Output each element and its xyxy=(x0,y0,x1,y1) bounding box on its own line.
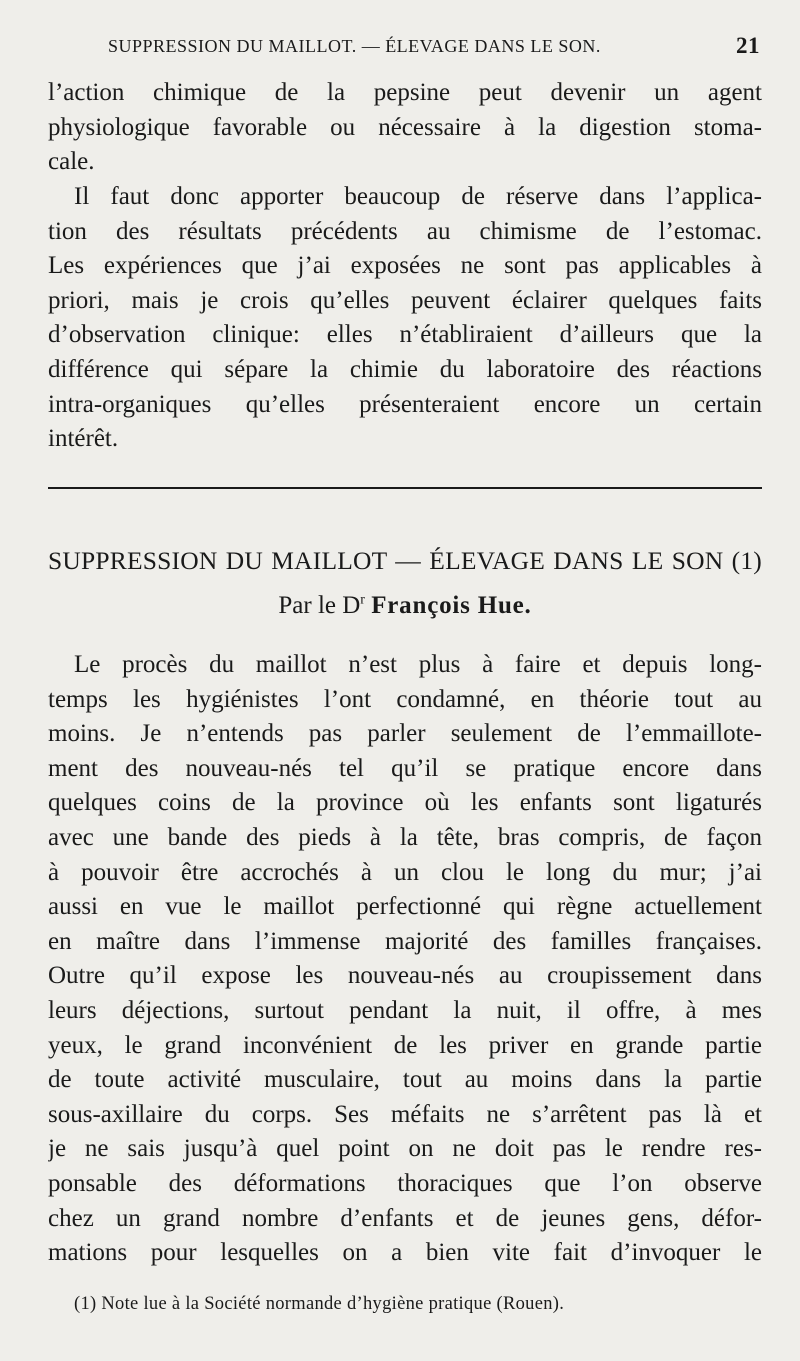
text-line: leurs déjections, surtout pendant la nuit, il offre, à mes xyxy=(48,996,762,1024)
text-line: physiologique favorable ou nécessaire à la digestion stoma- xyxy=(48,113,762,141)
text-line: à pouvoir être accrochés à un clou le long du mur; j’ai xyxy=(48,858,762,886)
text-line: tion des résultats précédents au chimisme de l’estomac. xyxy=(48,217,762,245)
text-line: mations pour lesquelles on a bien vite fait d’invoquer le xyxy=(48,1239,762,1267)
text-line: l’action chimique de la pepsine peut devenir un agent xyxy=(48,79,762,106)
author-name: François Hue. xyxy=(371,592,532,619)
text-line: d’observation clinique: elles n’établiraient d’ailleurs que la xyxy=(48,321,762,349)
text-line: ment des nouveau-nés tel qu’il se pratique encore dans xyxy=(48,754,762,782)
paragraph-continuation xyxy=(48,76,762,180)
paragraph-maillot xyxy=(48,648,762,1271)
text-line: aussi en vue le maillot perfectionné qui règne actuellement xyxy=(48,893,762,921)
text-line: intra-organiques qu’elles présenteraient encore un certain xyxy=(48,390,762,418)
text-line: cale. xyxy=(48,148,95,176)
text-line: en maître dans l’immense majorité des familles françaises. xyxy=(48,927,762,955)
section-divider xyxy=(48,487,762,489)
page-number: 21 xyxy=(736,33,760,58)
text-line: moins. Je n’entends pas parler seulement de l’emmaillote- xyxy=(48,720,762,748)
article-title: SUPPRESSION DU MAILLOT — ÉLEVAGE DANS LE SON (1) xyxy=(48,546,762,575)
text-line: temps les hygiénistes l’ont condamné, en théorie tout au xyxy=(48,685,762,713)
text-line: chez un grand nombre d’enfants et de jeunes gens, défor- xyxy=(48,1204,762,1232)
text-line: différence qui sépare la chimie du laboratoire des réactions xyxy=(48,355,762,383)
author-prefix: Par le D xyxy=(278,592,361,619)
text-line: Outre qu’il expose les nouveau-nés au croupissement dans xyxy=(48,962,762,990)
text-line: avec une bande des pieds à la tête, bras compris, de façon xyxy=(48,823,762,851)
text-line: Le procès du maillot n’est plus à faire et depuis long- xyxy=(74,651,762,678)
footnote: (1) Note lue à la Société normande d’hygiène pratique (Rouen). xyxy=(74,1294,565,1314)
text-line: Il faut donc apporter beaucoup de réserve dans l’applica- xyxy=(74,183,762,210)
text-line: Les expériences que j’ai exposées ne sont pas applicables à xyxy=(48,252,762,280)
text-line: intérêt. xyxy=(48,425,119,453)
running-header xyxy=(108,33,760,62)
paragraph-reserve xyxy=(48,180,762,457)
author-prefix-superscript: r xyxy=(360,592,365,608)
text-line: sous-axillaire du corps. Ses méfaits ne s’arrêtent pas là et xyxy=(48,1100,762,1128)
text-line: de toute activité musculaire, tout au moins dans la partie xyxy=(48,1066,762,1094)
text-line: ponsable des déformations thoraciques que l’on observe xyxy=(48,1169,762,1197)
text-line: quelques coins de la province où les enfants sont ligaturés xyxy=(48,789,762,817)
author-line xyxy=(48,592,762,620)
text-line: yeux, le grand inconvénient de les priver en grande partie xyxy=(48,1031,762,1059)
text-line: je ne sais jusqu’à quel point on ne doit pas le rendre res- xyxy=(48,1135,762,1163)
running-title: SUPPRESSION DU MAILLOT. — ÉLEVAGE DANS LE SON. xyxy=(108,36,601,56)
text-line: priori, mais je crois qu’elles peuvent éclairer quelques faits xyxy=(48,286,762,314)
